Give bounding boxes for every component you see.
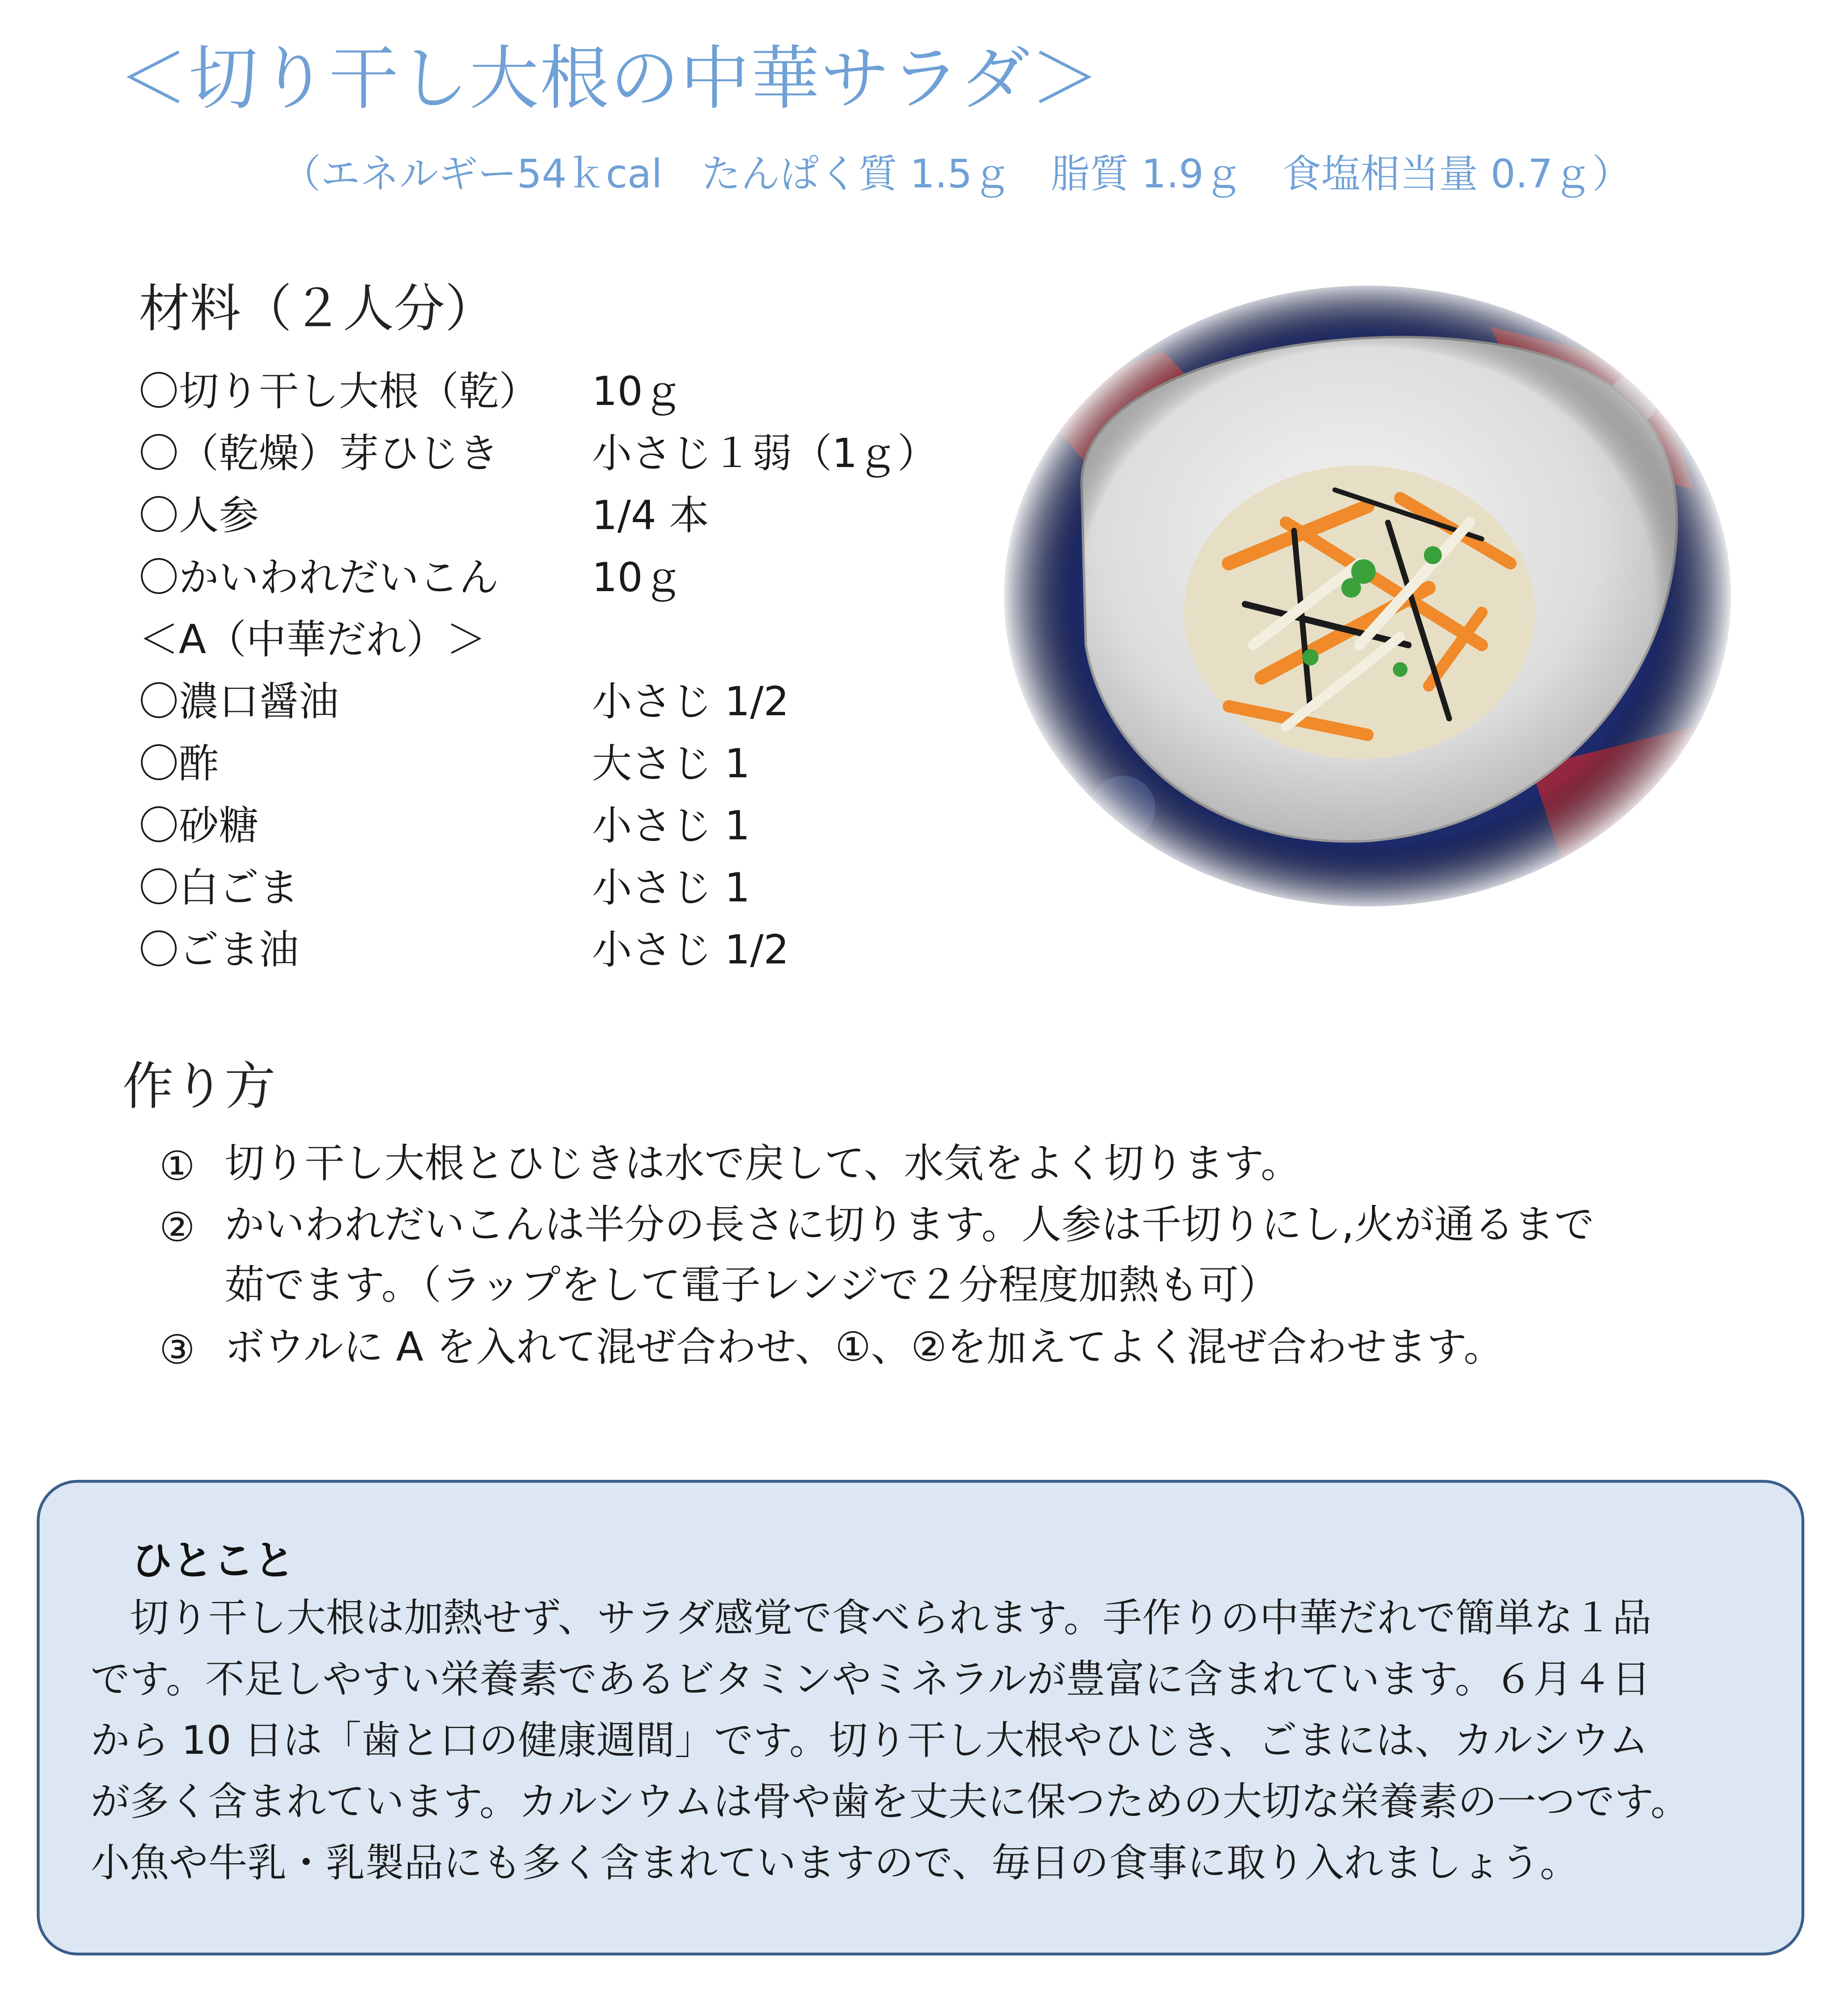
ingredient-name: 〇酢 xyxy=(139,741,219,787)
step-text-continued: 茹でます。（ラップをして電子レンジで２分程度加熱も可） xyxy=(225,1262,1279,1308)
tip-line: です。不足しやすい栄養素であるビタミンやミネラルが豊富に含まれています。６月４日 xyxy=(91,1656,1651,1702)
step-number: ② xyxy=(159,1204,195,1251)
nutrition-info: （エネルギー54ｋcal たんぱく質 1.5ｇ 脂質 1.9ｇ 食塩相当量 0.7ｇ） xyxy=(282,151,1631,197)
salad-photo xyxy=(1000,278,1735,914)
tip-box xyxy=(37,1480,1804,1955)
ingredient-name: 〇砂糖 xyxy=(139,803,259,849)
ingredient-name: 〇切り干し大根（乾） xyxy=(139,368,539,415)
step-number: ① xyxy=(159,1143,195,1190)
method-heading: 作り方 xyxy=(122,1057,276,1116)
ingredient-quantity: 10ｇ xyxy=(592,368,683,415)
ingredient-quantity: 小さじ 1 xyxy=(592,803,750,849)
tip-line: 小魚や牛乳・乳製品にも多く含まれていますので、毎日の食事に取り入れましょう。 xyxy=(91,1840,1579,1886)
page-title: ＜切り干し大根の中華サラダ＞ xyxy=(118,38,1101,119)
tip-line: から 10 日は「歯と口の健康週間」です。切り干し大根やひじき、ごまには、カルシウム xyxy=(91,1717,1649,1763)
ingredient-quantity: 小さじ 1/2 xyxy=(592,927,789,973)
ingredient-quantity: 1/4 本 xyxy=(592,492,709,539)
ingredient-name: ＜A（中華だれ）＞ xyxy=(139,616,487,663)
tip-title: ひとこと xyxy=(131,1537,295,1584)
tip-line: 切り干し大根は加熱せず、サラダ感覚で食べられます。手作りの中華だれで簡単な１品 xyxy=(91,1595,1652,1641)
step-text: 切り干し大根とひじきは水で戻して、水気をよく切ります。 xyxy=(225,1140,1301,1187)
ingredients-heading: 材料（２人分） xyxy=(139,279,496,338)
ingredient-name: 〇濃口醤油 xyxy=(139,678,339,725)
tip-line: が多く含まれています。カルシウムは骨や歯を丈夫に保つための大切な栄養素の一つです。 xyxy=(91,1779,1690,1824)
step-number: ③ xyxy=(159,1327,195,1373)
ingredient-name: 〇白ごま xyxy=(139,865,299,911)
ingredient-quantity: 小さじ 1/2 xyxy=(592,678,789,725)
ingredient-quantity: 大さじ 1 xyxy=(592,741,750,787)
step-text: ボウルに A を入れて混ぜ合わせ、①、②を加えてよく混ぜ合わせます。 xyxy=(225,1324,1504,1370)
ingredient-name: 〇人参 xyxy=(139,492,259,539)
ingredient-quantity: 10ｇ xyxy=(592,554,683,601)
ingredient-quantity: 小さじ１弱（1ｇ） xyxy=(592,430,938,477)
ingredient-quantity: 小さじ 1 xyxy=(592,865,750,911)
ingredient-name: 〇（乾燥）芽ひじき xyxy=(139,430,499,477)
step-text: かいわれだいこんは半分の長さに切ります。人参は千切りにし,火が通るまで xyxy=(225,1201,1594,1248)
ingredient-name: 〇かいわれだいこん xyxy=(139,554,499,601)
ingredient-name: 〇ごま油 xyxy=(139,927,299,973)
